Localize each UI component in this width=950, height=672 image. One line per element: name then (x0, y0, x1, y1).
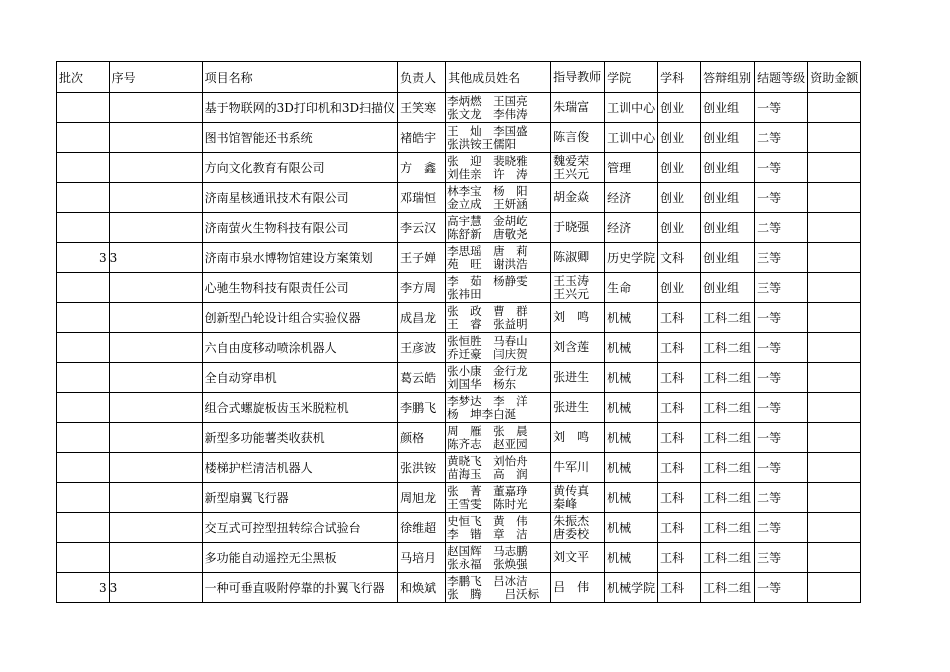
cell-teacher: 朱瑞富 (551, 93, 605, 123)
header-teacher: 指导教师 (551, 62, 605, 93)
cell-fund (808, 93, 861, 123)
table-row (57, 123, 861, 153)
cell-college: 工训中心 (605, 93, 658, 123)
cell-members (446, 483, 551, 513)
cell-college: 机械 (605, 303, 658, 333)
cell-seq (109, 363, 202, 393)
cell-teacher: 吕 伟 (551, 573, 605, 603)
member-line: 李鹏飞 吕冰洁 (447, 574, 528, 588)
cell-project-name: 新型扇翼飞行器 (202, 483, 398, 513)
table-row (57, 423, 861, 453)
header-row (57, 62, 861, 93)
cell-fund (808, 363, 861, 393)
cell-batch (57, 363, 110, 393)
cell-group: 工科二组 (701, 363, 755, 393)
cell-members (446, 453, 551, 483)
cell-college: 机械 (605, 333, 658, 363)
cell-project-name: 济南市泉水博物馆建设方案策划 (202, 243, 398, 273)
cell-members (446, 93, 551, 123)
cell-members (446, 273, 551, 303)
cell-college: 机械 (605, 483, 658, 513)
cell-seq (109, 153, 202, 183)
cell-batch (57, 123, 110, 153)
table-row (57, 483, 861, 513)
cell-members (446, 213, 551, 243)
cell-members (446, 363, 551, 393)
member-line: 杨 坤李白涎 (447, 407, 517, 421)
cell-batch (57, 423, 110, 453)
cell-project-name: 楼梯护栏清洁机器人 (202, 453, 398, 483)
member-line: 金立成 王妍涵 (447, 197, 528, 211)
header-members: 其他成员姓名 (446, 62, 551, 93)
member-line: 王 灿 李国盛 (447, 124, 528, 138)
member-line: 高宇慧 金胡屹 (447, 214, 528, 228)
cell-teacher: 黄传真 秦峰 (551, 483, 605, 513)
cell-grade: 一等 (755, 333, 808, 363)
cell-group: 创业组 (701, 123, 755, 153)
member-line: 赵国辉 马志鹏 (447, 544, 528, 558)
header-seq: 序号 (109, 62, 202, 93)
cell-lead: 李云汉 (398, 213, 446, 243)
cell-members (446, 303, 551, 333)
cell-lead: 葛云皓 (398, 363, 446, 393)
cell-batch (57, 93, 110, 123)
cell-lead: 王子婵 (398, 243, 446, 273)
cell-teacher: 朱振杰 唐委校 (551, 513, 605, 543)
table-row (57, 543, 861, 573)
table-row (57, 213, 861, 243)
cell-subject: 创业 (658, 273, 701, 303)
cell-group: 工科二组 (701, 513, 755, 543)
cell-lead: 张洪铵 (398, 453, 446, 483)
cell-grade: 二等 (755, 513, 808, 543)
cell-lead: 和焕斌 (398, 573, 446, 603)
cell-fund (808, 423, 861, 453)
cell-batch (57, 333, 110, 363)
cell-grade: 一等 (755, 93, 808, 123)
cell-seq (109, 453, 202, 483)
cell-project-name: 创新型凸轮设计组合实验仪器 (202, 303, 398, 333)
cell-grade: 二等 (755, 213, 808, 243)
cell-fund (808, 333, 861, 363)
member-line: 乔迁豪 闫庆贺 (447, 347, 528, 361)
member-line: 张 政 曹 群 (447, 304, 528, 318)
header-fund: 资助金额 (808, 62, 861, 93)
cell-lead: 方 鑫 (398, 153, 446, 183)
cell-teacher: 胡金焱 (551, 183, 605, 213)
header-project-name: 项目名称 (202, 62, 398, 93)
cell-subject: 工科 (658, 333, 701, 363)
cell-college: 机械学院 (605, 573, 658, 603)
table-row (57, 183, 861, 213)
cell-members (446, 183, 551, 213)
table-body (57, 62, 861, 603)
member-line: 张洪铵王儒阳 (447, 137, 517, 151)
cell-lead: 马培月 (398, 543, 446, 573)
cell-college: 历史学院 (605, 243, 658, 273)
cell-teacher: 陈淑卿 (551, 243, 605, 273)
cell-seq (109, 513, 202, 543)
cell-batch (57, 543, 110, 573)
cell-teacher: 张进生 (551, 363, 605, 393)
member-line: 张祎田 (447, 287, 482, 301)
cell-project-name: 方向文化教育有限公司 (202, 153, 398, 183)
cell-group: 工科二组 (701, 303, 755, 333)
cell-members (446, 243, 551, 273)
member-line: 刘国华 杨东 (447, 377, 517, 391)
cell-grade: 二等 (755, 483, 808, 513)
cell-college: 工训中心 (605, 123, 658, 153)
cell-group: 工科二组 (701, 543, 755, 573)
member-line: 张恒胜 马春山 (447, 334, 528, 348)
cell-project-name: 交互式可控型扭转综合试验台 (202, 513, 398, 543)
table-row (57, 303, 861, 333)
member-line: 王雪雯 陈时光 (447, 497, 528, 511)
cell-group: 创业组 (701, 273, 755, 303)
table-row (57, 93, 861, 123)
cell-teacher: 刘含莲 (551, 333, 605, 363)
cell-college: 管理 (605, 153, 658, 183)
cell-group: 创业组 (701, 213, 755, 243)
cell-seq (109, 213, 202, 243)
cell-seq (109, 483, 202, 513)
member-line: 周 雁 张 晨 (447, 424, 528, 438)
member-line: 苗海玉 高 润 (447, 467, 528, 481)
cell-project-name: 多功能自动遥控无尘黑板 (202, 543, 398, 573)
cell-college: 机械 (605, 453, 658, 483)
cell-grade: 一等 (755, 573, 808, 603)
cell-group: 工科二组 (701, 573, 755, 603)
header-group: 答辩组别 (701, 62, 755, 93)
member-line: 王 睿 张益明 (447, 317, 528, 331)
cell-teacher: 牛军川 (551, 453, 605, 483)
cell-subject: 工科 (658, 423, 701, 453)
table-row (57, 453, 861, 483)
cell-members (446, 543, 551, 573)
cell-college: 机械 (605, 393, 658, 423)
cell-group: 创业组 (701, 93, 755, 123)
cell-college: 经济 (605, 213, 658, 243)
cell-fund (808, 453, 861, 483)
cell-lead: 褚皓宇 (398, 123, 446, 153)
header-batch: 批次 (57, 62, 110, 93)
member-line: 张 迎 裴晓雅 (447, 154, 528, 168)
cell-teacher: 魏爱荣 王兴元 (551, 153, 605, 183)
cell-seq: 3 (109, 243, 202, 273)
cell-fund (808, 183, 861, 213)
member-line: 刘佳亲 许 涛 (447, 167, 528, 181)
cell-lead: 李鹏飞 (398, 393, 446, 423)
cell-grade: 三等 (755, 243, 808, 273)
cell-seq: 3 (109, 573, 202, 603)
cell-grade: 一等 (755, 153, 808, 183)
cell-group: 创业组 (701, 153, 755, 183)
member-line: 黄晓飞 刘怡舟 (447, 454, 528, 468)
table-row (57, 273, 861, 303)
cell-fund (808, 123, 861, 153)
cell-group: 工科二组 (701, 483, 755, 513)
cell-group: 工科二组 (701, 393, 755, 423)
cell-lead: 王彦波 (398, 333, 446, 363)
cell-college: 机械 (605, 513, 658, 543)
cell-batch (57, 393, 110, 423)
cell-seq (109, 423, 202, 453)
cell-subject: 创业 (658, 93, 701, 123)
member-line: 李炳燃 王国亮 (447, 94, 528, 108)
cell-subject: 创业 (658, 123, 701, 153)
cell-fund (808, 153, 861, 183)
cell-subject: 工科 (658, 363, 701, 393)
cell-grade: 一等 (755, 453, 808, 483)
cell-grade: 二等 (755, 123, 808, 153)
cell-subject: 创业 (658, 153, 701, 183)
cell-lead: 邓瑞恒 (398, 183, 446, 213)
table-row (57, 363, 861, 393)
table-row (57, 513, 861, 543)
cell-fund (808, 483, 861, 513)
cell-subject: 工科 (658, 573, 701, 603)
cell-batch (57, 303, 110, 333)
cell-grade: 一等 (755, 183, 808, 213)
cell-seq (109, 273, 202, 303)
cell-group: 工科二组 (701, 423, 755, 453)
member-line: 张永福 张焕强 (447, 557, 528, 571)
cell-subject: 工科 (658, 303, 701, 333)
cell-college: 机械 (605, 423, 658, 453)
cell-project-name: 济南星核通讯技术有限公司 (202, 183, 398, 213)
cell-batch: 3 (57, 573, 110, 603)
cell-teacher: 于晓强 (551, 213, 605, 243)
cell-batch (57, 483, 110, 513)
cell-seq (109, 183, 202, 213)
cell-fund (808, 573, 861, 603)
cell-project-name: 心驰生物科技有限责任公司 (202, 273, 398, 303)
member-line: 苑 旺 谢洪浩 (447, 257, 528, 271)
cell-project-name: 基于物联网的3D打印机和3D扫描仪 (202, 93, 398, 123)
member-line: 李 茹 杨静雯 (447, 274, 528, 288)
cell-batch (57, 183, 110, 213)
cell-lead: 成昌龙 (398, 303, 446, 333)
member-line: 陈舒新 唐敬尧 (447, 227, 528, 241)
cell-subject: 工科 (658, 543, 701, 573)
member-line: 陈齐志 赵亚园 (447, 437, 528, 451)
cell-batch (57, 273, 110, 303)
cell-grade: 一等 (755, 303, 808, 333)
cell-members (446, 423, 551, 453)
table-row (57, 573, 861, 603)
member-line: 史恒飞 黄 伟 (447, 514, 528, 528)
cell-project-name: 图书馆智能还书系统 (202, 123, 398, 153)
cell-college: 经济 (605, 183, 658, 213)
cell-seq (109, 393, 202, 423)
member-line: 李思瑶 唐 莉 (447, 244, 528, 258)
cell-grade: 三等 (755, 543, 808, 573)
cell-project-name: 全自动穿串机 (202, 363, 398, 393)
cell-batch (57, 453, 110, 483)
cell-grade: 三等 (755, 273, 808, 303)
cell-teacher: 刘文平 (551, 543, 605, 573)
cell-members (446, 333, 551, 363)
cell-project-name: 一种可垂直吸附停靠的扑翼飞行器 (202, 573, 398, 603)
cell-project-name: 新型多功能薯类收获机 (202, 423, 398, 453)
project-table (56, 61, 861, 603)
header-lead: 负责人 (398, 62, 446, 93)
table-row (57, 153, 861, 183)
cell-subject: 文科 (658, 243, 701, 273)
cell-lead: 李方周 (398, 273, 446, 303)
cell-fund (808, 213, 861, 243)
cell-grade: 一等 (755, 393, 808, 423)
member-line: 林李宝 杨 阳 (447, 184, 528, 198)
cell-lead: 颜格 (398, 423, 446, 453)
header-subject: 学科 (658, 62, 701, 93)
cell-fund (808, 273, 861, 303)
cell-subject: 工科 (658, 393, 701, 423)
cell-seq (109, 333, 202, 363)
cell-fund (808, 513, 861, 543)
cell-subject: 创业 (658, 183, 701, 213)
cell-fund (808, 243, 861, 273)
cell-grade: 一等 (755, 363, 808, 393)
cell-subject: 工科 (658, 453, 701, 483)
cell-project-name: 六自由度移动喷涂机器人 (202, 333, 398, 363)
header-grade: 结题等级 (755, 62, 808, 93)
cell-members (446, 153, 551, 183)
cell-seq (109, 303, 202, 333)
cell-fund (808, 543, 861, 573)
member-line: 张 菁 董嘉琤 (447, 484, 528, 498)
cell-members (446, 573, 551, 603)
cell-project-name: 济南萤火生物科技有限公司 (202, 213, 398, 243)
table-row (57, 243, 861, 273)
cell-project-name: 组合式螺旋板齿玉米脱粒机 (202, 393, 398, 423)
member-line: 张 腾 吕沃标 (447, 587, 540, 601)
table-row (57, 393, 861, 423)
member-line: 张文龙 李伟涛 (447, 107, 528, 121)
cell-batch (57, 153, 110, 183)
cell-subject: 工科 (658, 513, 701, 543)
cell-batch (57, 213, 110, 243)
cell-teacher: 刘 鸣 (551, 423, 605, 453)
cell-grade: 一等 (755, 423, 808, 453)
cell-group: 工科二组 (701, 453, 755, 483)
member-line: 李 锴 章 洁 (447, 527, 528, 541)
cell-seq (109, 123, 202, 153)
cell-group: 创业组 (701, 243, 755, 273)
member-line: 张小康 金行龙 (447, 364, 528, 378)
cell-teacher: 陈言俊 (551, 123, 605, 153)
cell-batch (57, 513, 110, 543)
cell-group: 工科二组 (701, 333, 755, 363)
cell-lead: 周旭龙 (398, 483, 446, 513)
cell-teacher: 张进生 (551, 393, 605, 423)
cell-members (446, 513, 551, 543)
cell-college: 机械 (605, 543, 658, 573)
table-row (57, 333, 861, 363)
cell-teacher: 刘 鸣 (551, 303, 605, 333)
cell-batch: 3 (57, 243, 110, 273)
cell-subject: 创业 (658, 213, 701, 243)
cell-college: 机械 (605, 363, 658, 393)
cell-members (446, 123, 551, 153)
cell-group: 创业组 (701, 183, 755, 213)
cell-seq (109, 93, 202, 123)
cell-lead: 王笑寒 (398, 93, 446, 123)
cell-college: 生命 (605, 273, 658, 303)
cell-seq (109, 543, 202, 573)
cell-lead: 徐维超 (398, 513, 446, 543)
cell-members (446, 393, 551, 423)
member-line: 李梦达 李 洋 (447, 394, 528, 408)
header-college: 学院 (605, 62, 658, 93)
cell-teacher: 王玉涛 王兴元 (551, 273, 605, 303)
cell-subject: 工科 (658, 483, 701, 513)
cell-fund (808, 393, 861, 423)
cell-fund (808, 303, 861, 333)
